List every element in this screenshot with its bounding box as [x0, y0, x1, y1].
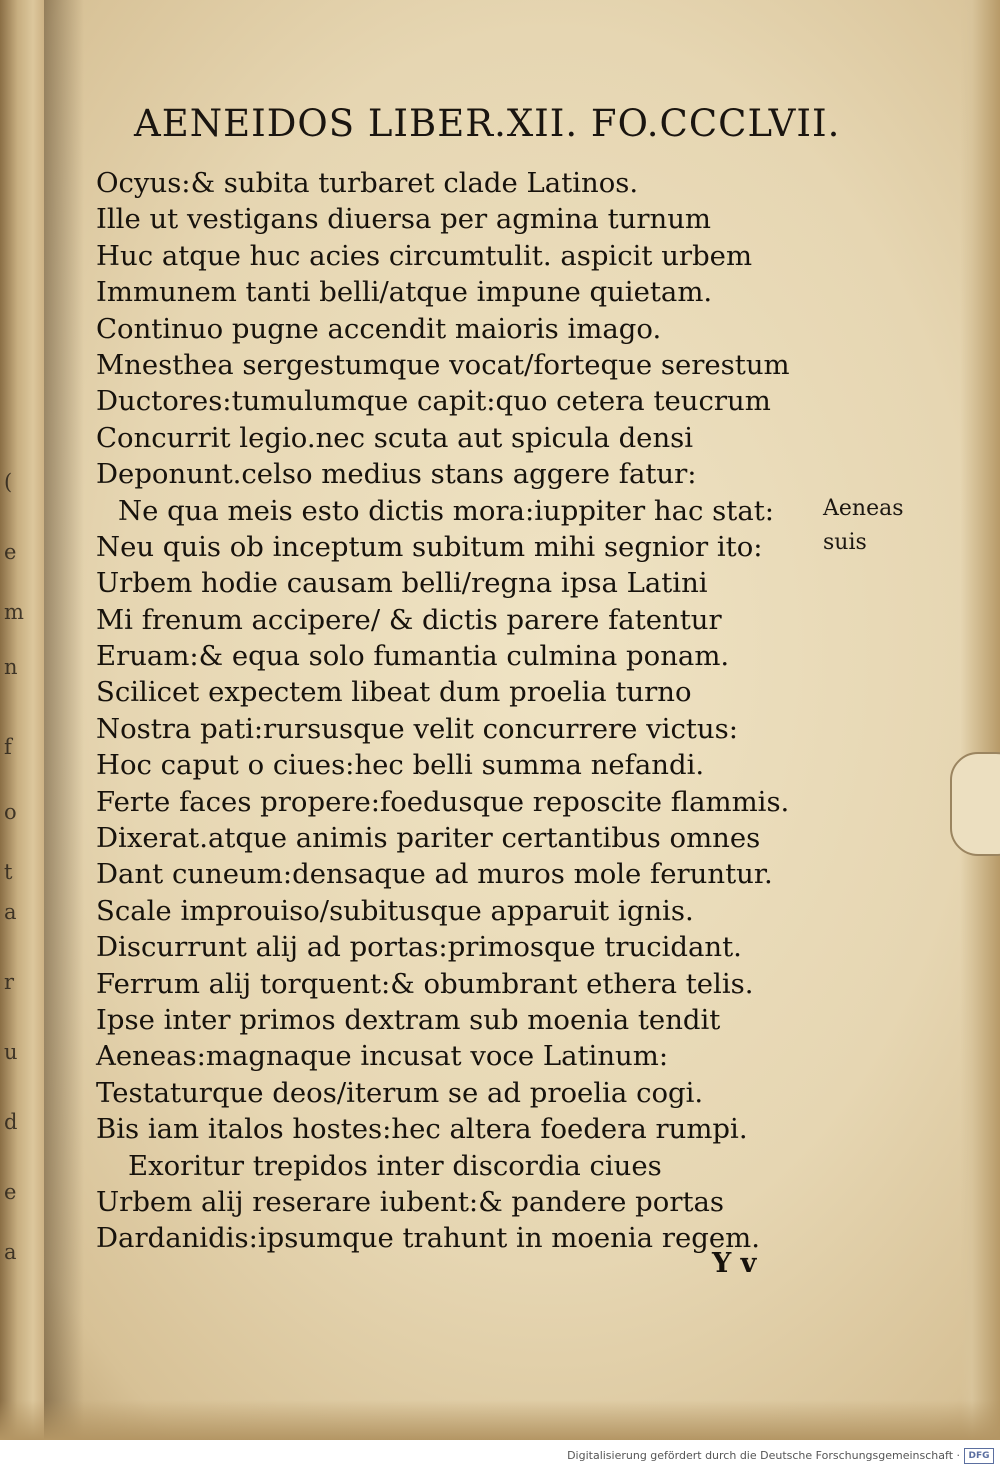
verse-line: Scilicet expectem libeat dum proelia turno: [96, 676, 692, 709]
verse-line: Scale improuiso/subitusque apparuit ignis.: [96, 894, 694, 927]
verse-line: Ipse inter primos dextram sub moenia tendit: [96, 1003, 721, 1036]
gutter-shadow: [44, 0, 84, 1440]
verse-line: Urbem alij reserare iubent:& pandere portas: [96, 1185, 725, 1218]
verse-line: Ille ut vestigans diuersa per agmina turnum: [96, 203, 711, 236]
verse-line: Mnesthea sergestumque vocat/forteque serestum: [96, 348, 790, 381]
verse-line: Continuo pugne accendit maioris imago.: [96, 312, 662, 345]
running-header: AENEIDOS LIBER.XII. FO.CCCLVII.: [134, 102, 841, 145]
facing-page-fragment: e: [4, 540, 17, 564]
verse-line: Huc atque huc acies circumtulit. aspicit urbem: [96, 239, 753, 272]
verse-line: Discurrunt alij ad portas:primosque trucidant.: [96, 931, 742, 964]
facing-page-fragment: e: [4, 1180, 17, 1204]
verse-line: Testaturque deos/iterum se ad proelia cogi.: [96, 1076, 704, 1109]
verse-line: Exoritur trepidos inter discordia ciues: [128, 1149, 662, 1182]
digitization-footer: [0, 1440, 1000, 1473]
verse-line: Deponunt.celso medius stans aggere fatur:: [96, 458, 697, 491]
facing-page-fragment: (: [4, 470, 13, 494]
verse-line: Ferrum alij torquent:& obumbrant ethera telis.: [96, 967, 754, 1000]
verse-line: Neu quis ob inceptum subitum mihi segnior ito:: [96, 530, 763, 563]
verse-line: Bis iam italos hostes:hec altera foedera rumpi.: [96, 1113, 748, 1146]
facing-page-fragment: n: [4, 655, 18, 679]
verse-line: Aeneas:magnaque incusat voce Latinum:: [96, 1040, 669, 1073]
verse-line: Dant cuneum:densaque ad muros mole feruntur.: [96, 858, 773, 891]
bottom-page-edge: [0, 1400, 1000, 1440]
verse-line: Dixerat.atque animis pariter certantibus omnes: [96, 822, 761, 855]
verse-line: Ductores:tumulumque capit:quo cetera teucrum: [96, 385, 771, 418]
verse-line: Ferte faces propere:foedusque reposcite flammis.: [96, 785, 790, 818]
dfg-logo-icon: DFG: [964, 1448, 994, 1464]
page-tab: [950, 752, 1000, 856]
footer-credit: Digitalisierung gefördert durch die Deutsche Forschungsgemeinschaft ·: [567, 1449, 960, 1462]
facing-page-fragment: m: [4, 600, 24, 624]
marginal-note-line: Aeneas: [823, 496, 904, 521]
verse-line: Nostra pati:rursusque velit concurrere victus:: [96, 712, 739, 745]
verse-line: Concurrit legio.nec scuta aut spicula densi: [96, 421, 694, 454]
facing-page-fragment: a: [4, 1240, 17, 1264]
facing-page-fragment: r: [4, 970, 15, 994]
verse-line: Hoc caput o ciues:hec belli summa nefandi.: [96, 749, 705, 782]
facing-page-fragment: t: [4, 860, 13, 884]
verse-line: Immunem tanti belli/atque impune quietam.: [96, 276, 713, 309]
verse-line: Mi frenum accipere/ & dictis parere fatentur: [96, 603, 722, 636]
right-page-edge: [960, 0, 1000, 1440]
marginal-note-line: suis: [823, 530, 867, 555]
facing-page-fragment: a: [4, 900, 17, 924]
verse-line: Urbem hodie causam belli/regna ipsa Latini: [96, 567, 708, 600]
verse-block: [96, 165, 796, 1257]
facing-page-fragment: d: [4, 1110, 18, 1134]
verse-line: Ocyus:& subita turbaret clade Latinos.: [96, 167, 639, 199]
signature-mark: Y v: [712, 1248, 757, 1279]
marginal-note: [823, 492, 904, 560]
facing-page-edge: [0, 0, 44, 1440]
verse-line: Dardanidis:ipsumque trahunt in moenia regem.: [96, 1222, 760, 1255]
verse-line: Ne qua meis esto dictis mora:iuppiter hac stat:: [118, 494, 775, 527]
facing-page-fragment: o: [4, 800, 17, 824]
facing-page-fragment: u: [4, 1040, 18, 1064]
verse-line: Eruam:& equa solo fumantia culmina ponam.: [96, 640, 730, 673]
facing-page-fragment: f: [4, 735, 12, 759]
